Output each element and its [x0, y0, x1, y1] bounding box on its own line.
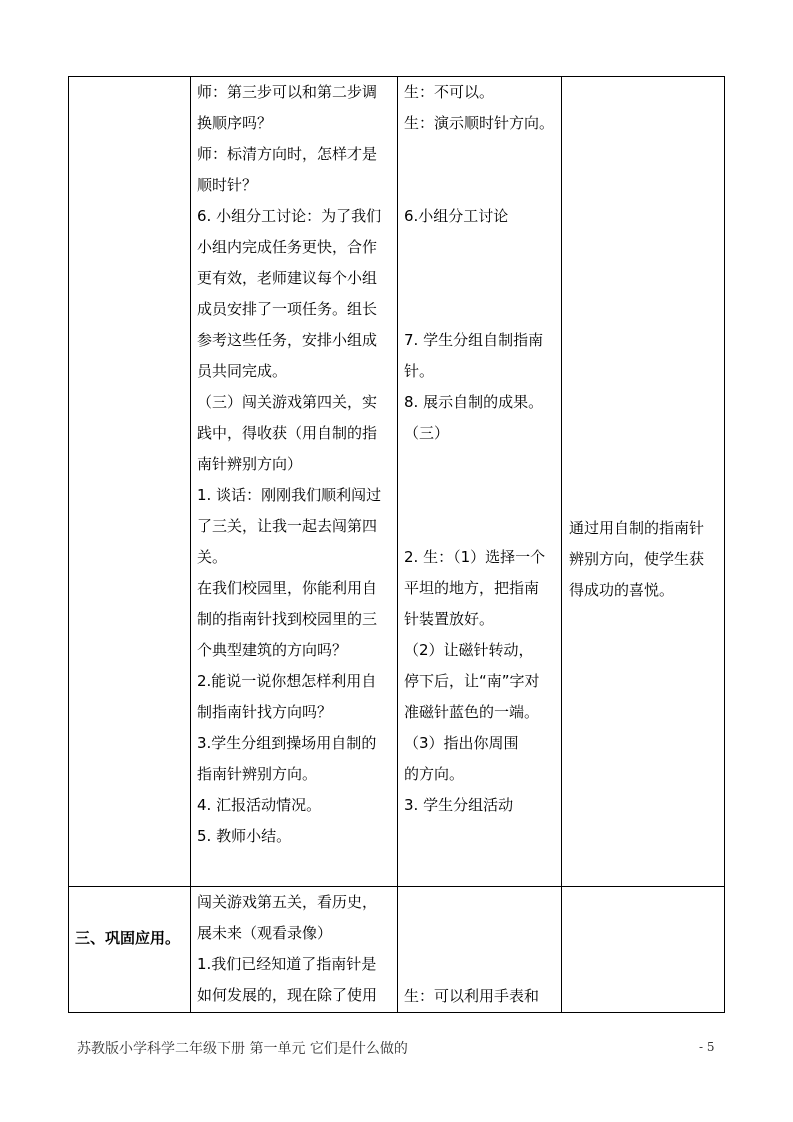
cell-line: 参考这些任务，安排小组成 [197, 331, 378, 349]
cell-line: 的方向。 [404, 765, 465, 783]
cell-line: 得成功的喜悦。 [569, 581, 675, 599]
table-border-right [724, 76, 725, 1013]
row2-student-activity-cell [404, 981, 539, 1012]
cell-line: 生：演示顺时针方向。 [404, 114, 555, 132]
cell-line: 换顺序吗？ [197, 114, 273, 132]
cell-line: 南针辨别方向） [197, 455, 303, 473]
cell-line: 顺时针？ [197, 176, 258, 194]
cell-line: 5. 教师小结。 [197, 827, 292, 845]
cell-line: 7. 学生分组自制指南 [404, 331, 544, 349]
cell-line: 3.学生分组到操场用自制的 [197, 734, 377, 752]
cell-line [404, 139, 554, 170]
cell-line: 针装置放好。 [404, 610, 495, 628]
cell-line [404, 449, 554, 480]
cell-line: 成员安排了一项任务。组长 [197, 300, 378, 318]
table-divider-2 [397, 76, 398, 1013]
cell-line: 在我们校园里，你能利用自 [197, 579, 378, 597]
row1-student-activity-cell [404, 77, 554, 821]
cell-line: （三）闯关游戏第四关，实 [197, 393, 378, 411]
cell-line: 平坦的地方，把指南 [404, 579, 540, 597]
cell-line: 指南针辨别方向。 [197, 765, 318, 783]
cell-line [404, 232, 554, 263]
cell-line: 4. 汇报活动情况。 [197, 796, 322, 814]
cell-line: 了三关，让我一起去闯第四 [197, 517, 378, 535]
cell-line: 针。 [404, 362, 435, 380]
cell-line: （3）指出你周围 [404, 734, 519, 752]
table-border-bottom [68, 1012, 725, 1013]
cell-line: 准磁针蓝色的一端。 [404, 703, 540, 721]
cell-line: 师：标清方向时，怎样才是 [197, 145, 378, 163]
cell-line: 生：可以利用手表和 [404, 987, 540, 1005]
cell-line: 践中，得收获（用自制的指 [197, 424, 378, 442]
row1-teacher-activity-cell [197, 77, 381, 852]
page-number: - 5 [699, 1040, 715, 1054]
cell-line: 3. 学生分组活动 [404, 796, 514, 814]
footer-text: 苏教版小学科学二年级下册 第一单元 它们是什么做的 [77, 1041, 408, 1057]
cell-line: 闯关游戏第五关，看历史， [197, 893, 378, 911]
table-border-left [68, 76, 69, 1013]
cell-line: 个典型建筑的方向吗？ [197, 641, 348, 659]
cell-line [404, 294, 554, 325]
cell-line: 6. 小组分工讨论：为了我们 [197, 207, 382, 225]
row2-teacher-activity-cell [197, 887, 377, 1011]
cell-line: 生：不可以。 [404, 83, 495, 101]
cell-line: 辨别方向，使学生获 [569, 550, 705, 568]
cell-line: 制的指南针找到校园里的三 [197, 610, 378, 628]
table-border-top [68, 76, 725, 77]
table-divider-1 [190, 76, 191, 1013]
cell-line [404, 263, 554, 294]
cell-line [404, 480, 554, 511]
cell-line: 制指南针找方向吗？ [197, 703, 333, 721]
row1-design-intent-cell [569, 513, 704, 606]
cell-line: 1. 谈话：刚刚我们顺利闯过 [197, 486, 382, 504]
cell-line: （2）让磁针转动， [404, 641, 534, 659]
cell-line: 展未来（观看录像） [197, 924, 333, 942]
cell-line: 关。 [197, 548, 228, 566]
cell-line: 师：第三步可以和第二步调 [197, 83, 378, 101]
cell-line: 停下后，让“南”字对 [404, 672, 540, 690]
cell-line: 1.我们已经知道了指南针是 [197, 955, 377, 973]
cell-line: 6.小组分工讨论 [404, 207, 509, 225]
cell-line: （三） [404, 424, 450, 442]
cell-line: 小组内完成任务更快，合作 [197, 238, 378, 256]
cell-line [404, 511, 554, 542]
cell-line: 2. 生：（1）选择一个 [404, 548, 546, 566]
cell-line [404, 170, 554, 201]
cell-line: 通过用自制的指南针 [569, 519, 705, 537]
stage-label: 三、巩固应用。 [75, 929, 181, 947]
cell-line: 8. 展示自制的成果。 [404, 393, 544, 411]
cell-line: 更有效，老师建议每个小组 [197, 269, 378, 287]
table-divider-3 [561, 76, 562, 1013]
cell-line: 员共同完成。 [197, 362, 288, 380]
cell-line: 如何发展的，现在除了使用 [197, 986, 378, 1004]
cell-line: 2.能说一说你想怎样利用自 [197, 672, 377, 690]
table-row-divider [68, 886, 725, 887]
